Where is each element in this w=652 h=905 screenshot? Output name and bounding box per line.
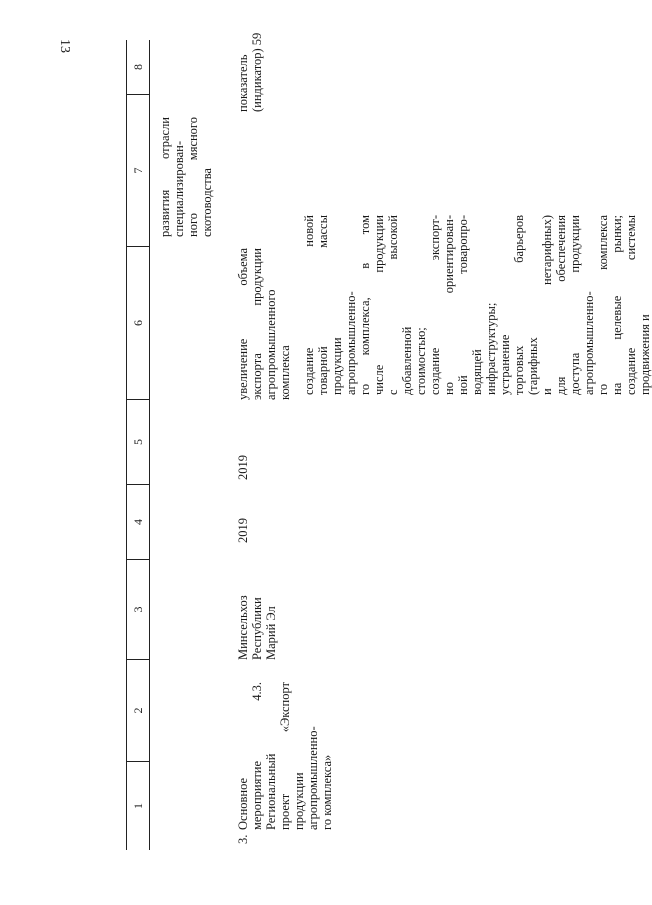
content-line: доступа продукции <box>568 215 582 395</box>
executor-line: Минсельхоз <box>236 595 250 660</box>
measure-name-line: го комплекса» <box>320 754 334 830</box>
content-line: инфраструктуры; <box>484 302 498 395</box>
executor-line: Республики <box>250 597 264 660</box>
content-line: стоимостью; <box>414 327 428 395</box>
content-line: создание новой <box>302 215 316 395</box>
content-line: создание экспорт- <box>428 215 442 395</box>
executor-line: Марий Эл <box>264 606 278 660</box>
content-line: на целевые рынки; <box>610 215 624 395</box>
content-line: агропромышленно- <box>582 291 596 395</box>
content-line: продвижения и <box>638 314 652 395</box>
content-line: устранение <box>498 334 512 395</box>
result-line: экспорта продукции <box>250 248 264 400</box>
content-line: с высокой <box>386 215 400 395</box>
page-number: 13 <box>57 39 72 53</box>
indicator <box>236 2 264 112</box>
content-line: (тарифных <box>526 337 540 395</box>
content-line: и нетарифных) <box>540 215 554 395</box>
rotated-table <box>126 32 652 850</box>
column-header-6: 6 <box>127 247 149 400</box>
expected-result <box>236 248 292 400</box>
content-line: агропромышленно- <box>344 291 358 395</box>
measure-name-line: проект «Экспорт <box>278 682 292 830</box>
content-line: ной товаропро- <box>456 215 470 395</box>
column-header-8: 8 <box>127 40 149 95</box>
result-line: комплекса <box>278 345 292 400</box>
content-line: числе продукции <box>372 215 386 395</box>
table-header-row <box>126 40 150 850</box>
row-number: 3. <box>236 834 250 844</box>
measure-name-line: мероприятие 4.3. <box>250 682 264 830</box>
column-header-1: 1 <box>131 803 145 809</box>
content-line: продукции <box>330 337 344 395</box>
continuation-line: скотоводства <box>200 168 214 237</box>
measure-name-line: продукции <box>292 772 306 830</box>
measure-content <box>302 215 652 395</box>
indicator-line: показатель <box>236 54 250 112</box>
content-line: создание системы <box>624 215 638 395</box>
measure-name-line: Основное <box>236 777 250 830</box>
content-line: товарной массы <box>316 215 330 395</box>
measure-name-line: агропромышленно- <box>306 726 320 830</box>
column-header-4: 4 <box>127 485 149 560</box>
column-header-3: 3 <box>127 560 149 660</box>
table-row <box>150 32 652 850</box>
content-line: для обеспечения <box>554 215 568 395</box>
indicator-line: (индикатор) 59 <box>250 32 264 112</box>
continuation-line: ного мясного <box>186 117 200 237</box>
content-line: торговых барьеров <box>512 215 526 395</box>
column-header-5: 5 <box>127 400 149 485</box>
responsible-executor <box>236 560 278 660</box>
content-line: добавленной <box>400 326 414 395</box>
content-line: го комплекса <box>596 215 610 395</box>
content-line: водящей <box>470 349 484 395</box>
content-line: го комплекса, в том <box>358 215 372 395</box>
start-year: 2019 <box>236 518 250 543</box>
continuation-line: развития отрасли <box>158 117 172 237</box>
continuation-line: специализирован- <box>172 140 186 237</box>
measure-name <box>236 682 334 830</box>
column-header-7: 7 <box>127 95 149 247</box>
result-line: агропромышленного <box>264 289 278 400</box>
result-line: увеличение объема <box>236 248 250 400</box>
content-line: но ориентирован- <box>442 215 456 395</box>
column-header-2: 2 <box>127 660 149 762</box>
measure-name-line: Региональный <box>264 753 278 830</box>
end-year: 2019 <box>236 455 250 480</box>
